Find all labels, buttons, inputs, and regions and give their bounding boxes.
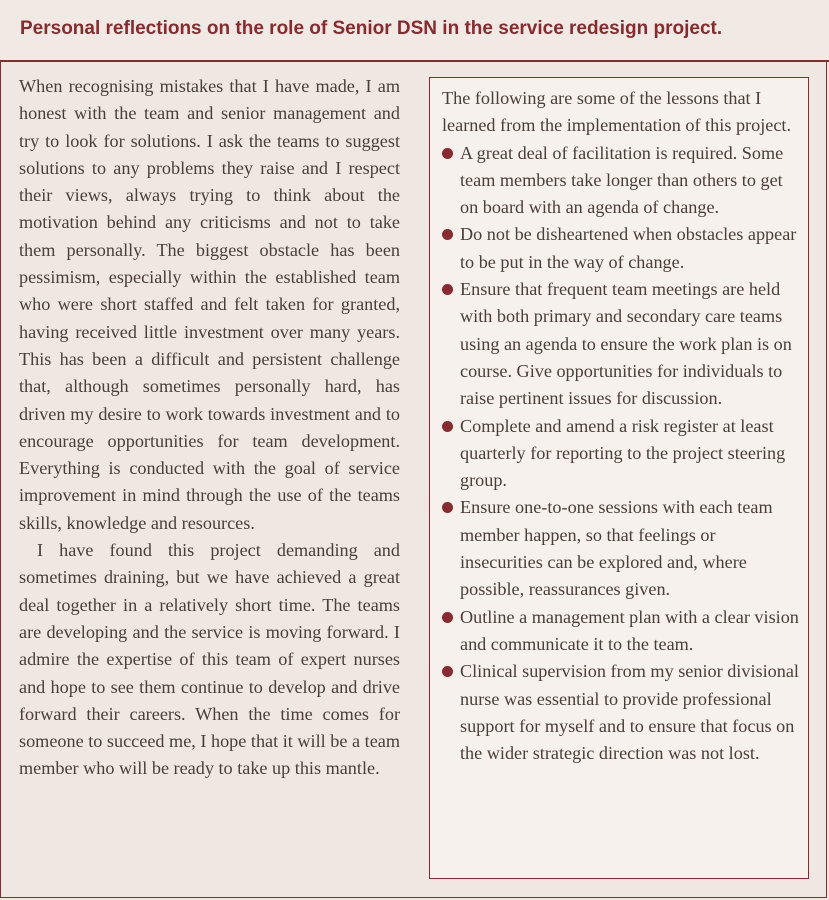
lesson-text: Complete and amend a risk register at least quarterly for reporting to the project steering group. (460, 415, 786, 491)
lesson-item (442, 140, 802, 222)
reflection-paragraph-1: When recognising mistakes that I have made, I am honest with the team and senior management and try to look for solutions. I ask the teams to suggest solutions to any problems they raise and I respect their views, always trying to think about the motivation behind any criticisms and not to take them personally. The biggest obstacle has been pessimism, especially within the established team who were short staffed and felt taken for granted, having received little investment over many years. This has been a difficult and persistent challenge that, although sometimes personally hard, has driven my desire to work towards investment and to encourage opportunities for team development. Everything is conducted with the goal of service improvement in mind through the use of the teams skills, knowledge and resources. (19, 76, 400, 533)
lesson-item (442, 604, 802, 659)
lessons-content (442, 85, 802, 767)
lesson-item (442, 413, 802, 495)
lesson-text: Ensure that frequent team meetings are held with both primary and secondary care teams using an agenda to ensure the work plan is on course. Give opportunities for individuals to raise pertinent issues for discussion. (460, 279, 792, 409)
reflection-text (19, 73, 400, 783)
lesson-text: A great deal of facilitation is required. Some team members take longer than others to get on board with an agenda of change. (460, 142, 784, 218)
bullet-icon (442, 666, 453, 677)
lesson-text: Do not be disheartened when obstacles appear to be put in the way of change. (460, 224, 797, 272)
lessons-intro: The following are some of the lessons that I learned from the implementation of this project. (442, 88, 791, 136)
panel-title: Personal reflections on the role of Senior DSN in the service redesign project. (20, 18, 723, 39)
panel-header (0, 0, 829, 62)
lessons-list (442, 140, 802, 768)
bullet-icon (442, 148, 453, 159)
lesson-item (442, 221, 802, 276)
bullet-icon (442, 612, 453, 623)
bullet-icon (442, 284, 453, 295)
lesson-item (442, 658, 802, 767)
lesson-text: Ensure one-to-one sessions with each team member happen, so that feelings or insecurities can be explored and, where possible, reassurances given. (460, 497, 773, 600)
reflection-paragraph-2: I have found this project demanding and sometimes draining, but we have achieved a great deal together in a relatively short time. The teams are developing and the service is moving forward. I admire the expertise of this team of expert nurses and hope to see them continue to develop and drive forward their careers. When the time comes for someone to succeed me, I hope that it will be a team member who will be ready to take up this mantle. (19, 540, 400, 779)
bullet-icon (442, 502, 453, 513)
lesson-text: Clinical supervision from my senior divisional nurse was essential to provide professional support for myself and to ensure that focus on the wider strategic direction was not lost. (460, 661, 799, 764)
lesson-item (442, 276, 802, 412)
lessons-box (429, 77, 809, 879)
bullet-icon (442, 229, 453, 240)
lesson-item (442, 494, 802, 603)
bullet-icon (442, 421, 453, 432)
lesson-text: Outline a management plan with a clear vision and communicate it to the team. (460, 606, 799, 654)
